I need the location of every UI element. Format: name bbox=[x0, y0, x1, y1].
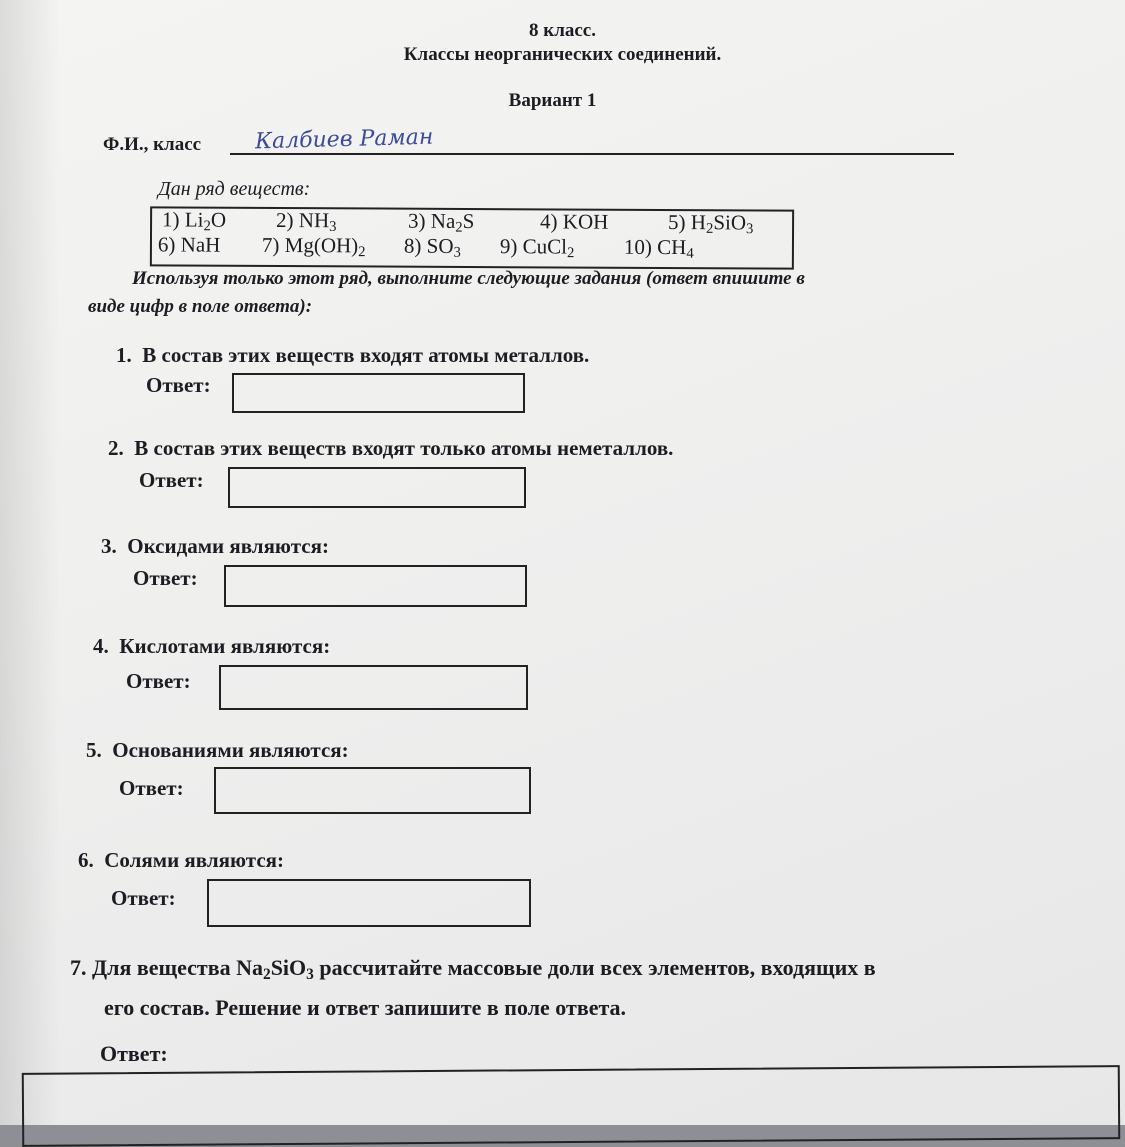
substance-1: 1) $Li_2O$ bbox=[162, 207, 227, 235]
question-3: 3. Оксидами являются: bbox=[101, 534, 329, 558]
substance-3: 3) $Na_2S$ bbox=[408, 208, 475, 236]
answer-box-5[interactable] bbox=[214, 767, 531, 814]
substance-6: 6) NaH bbox=[157, 232, 221, 257]
question-1: 1. В состав этих веществ входят атомы металлов. bbox=[116, 343, 590, 367]
answer-label-3: Ответ: bbox=[133, 566, 198, 590]
substance-5: 5) $H_2SiO_3$ bbox=[668, 210, 754, 238]
substance-2: 2) $NH_3$ bbox=[276, 207, 337, 235]
substance-10: 10) $CH_4$ bbox=[623, 234, 694, 262]
answer-box-3[interactable] bbox=[224, 565, 527, 607]
question-7-line-2: его состав. Решение и ответ запишите в поле ответа. bbox=[104, 995, 627, 1020]
topic-title: Классы неорганических соединений. bbox=[403, 44, 722, 65]
substance-8: 8) $SO_3$ bbox=[403, 233, 461, 261]
answer-label-7: Ответ: bbox=[100, 1041, 168, 1066]
answer-label-6: Ответ: bbox=[111, 886, 176, 910]
answer-box-2[interactable] bbox=[228, 467, 526, 508]
student-name-line[interactable] bbox=[230, 153, 954, 155]
student-name-handwriting: Калбиев Раман bbox=[254, 124, 434, 155]
grade-title: 8 класс. bbox=[529, 20, 596, 41]
question-4: 4. Кислотами являются: bbox=[93, 634, 331, 658]
substance-9: 9) CuCl$_2$ bbox=[499, 234, 575, 262]
answer-label-4: Ответ: bbox=[126, 669, 191, 693]
instruction-line-2: виде цифр в поле ответа): bbox=[88, 296, 313, 317]
substance-series-box bbox=[150, 206, 794, 269]
substance-7: 7) $Mg(OH)_2$ bbox=[261, 232, 366, 261]
answer-box-1[interactable] bbox=[232, 373, 525, 413]
answer-box-4[interactable] bbox=[219, 665, 528, 710]
answer-box-6[interactable] bbox=[207, 879, 531, 927]
question-2: 2. В состав этих веществ входят только атомы неметаллов. bbox=[108, 436, 674, 460]
instruction-line-1: Используя только этот ряд, выполните следующие задания (ответ впишите в bbox=[132, 268, 805, 289]
answer-label-1: Ответ: bbox=[146, 373, 211, 397]
student-name-label: Ф.И., класс bbox=[103, 134, 202, 155]
question-5: 5. Основаниями являются: bbox=[86, 738, 349, 762]
paper-shadow bbox=[0, 0, 60, 1125]
substance-4: 4) KOH bbox=[540, 209, 609, 234]
answer-label-5: Ответ: bbox=[119, 776, 184, 800]
variant-title: Вариант 1 bbox=[508, 90, 597, 111]
answer-label-2: Ответ: bbox=[139, 468, 204, 492]
question-7-line-1: 7. Для вещества $Na_2SiO_3$ рассчитайте массовые доли всех элементов, входящих в bbox=[70, 955, 876, 983]
answer-box-7[interactable] bbox=[22, 1065, 1120, 1147]
given-series-label: Дан ряд веществ: bbox=[158, 178, 311, 200]
question-6: 6. Солями являются: bbox=[78, 848, 285, 872]
